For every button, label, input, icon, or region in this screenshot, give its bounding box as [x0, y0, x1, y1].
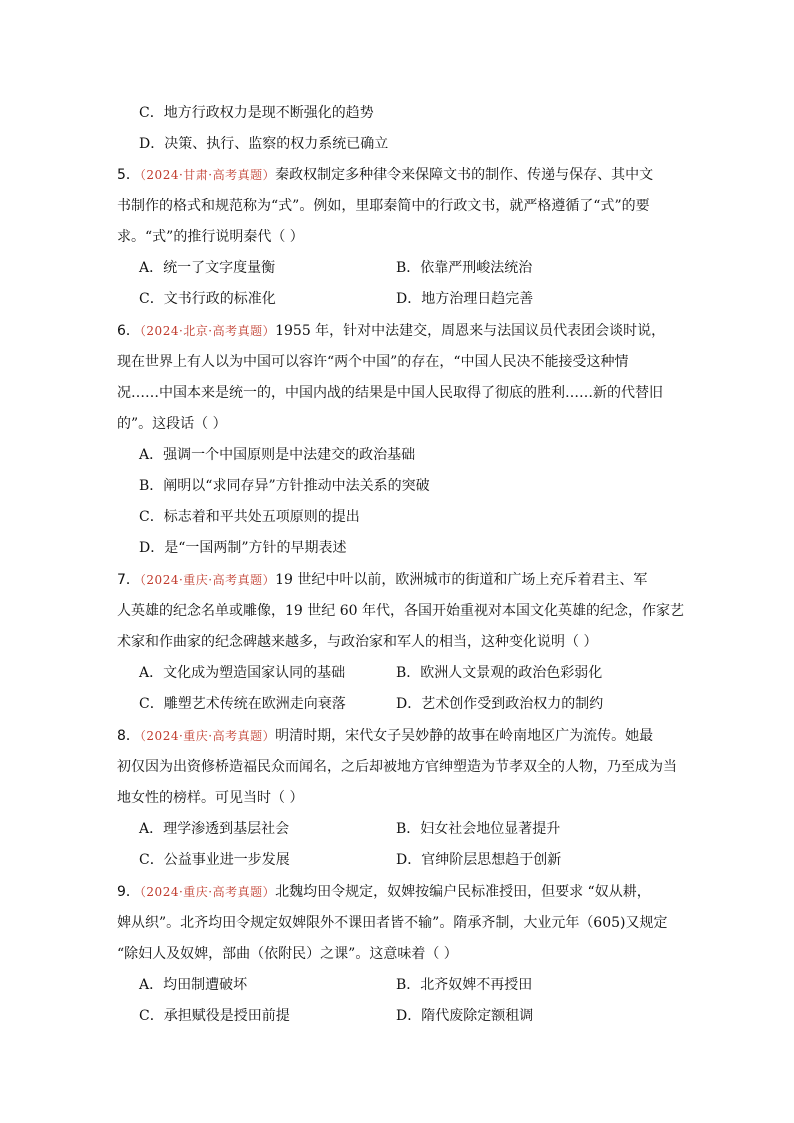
question-text: 初仅因为出资修桥造福民众而闻名，之后却被地方官绅塑造为节孝双全的人物，乃至成为当 [117, 759, 677, 775]
question-text: 北魏均田令规定，奴婢按编户民标准授田，但要求 “奴从耕， [275, 884, 651, 900]
option-d: D．地方治理日趋完善 [396, 291, 534, 307]
question-text: 术家和作曲家的纪念碑越来越多，与政治家和军人的相当，这种变化说明（ ） [117, 634, 598, 650]
question-text: 1955 年，针对中法建交，周恩来与法国议员代表团会谈时说， [275, 323, 666, 339]
question-6 [117, 323, 665, 339]
option-a: A．文化成为塑造国家认同的基础 [139, 665, 346, 681]
question-number: 7． [117, 572, 140, 588]
option-d: D．是“一国两制”方针的早期表述 [139, 540, 347, 556]
option-a: A．统一了文字度量衡 [139, 260, 276, 276]
question-text: 人英雄的纪念名单或雕像，19 世纪 60 年代，各国开始重视对本国文化英雄的纪念，作家艺 [117, 603, 684, 619]
question-number: 8． [117, 728, 140, 744]
option-c: C．承担赋役是授田前提 [139, 1008, 290, 1024]
option-c: C．公益事业进一步发展 [139, 852, 290, 868]
question-5 [117, 167, 653, 183]
question-text: 婢从织”。北齐均田令规定奴婢限外不课田者皆不输”。隋承齐制，大业元年（605)又规定 [117, 915, 668, 931]
option-b: B．阐明以“求同存异”方针推动中法关系的突破 [139, 478, 430, 494]
question-text: 明清时期，宋代女子吴妙静的故事在岭南地区广为流传。她最 [275, 728, 654, 744]
question-text: 19 世纪中叶以前，欧洲城市的街道和广场上充斥着君主、军 [275, 572, 648, 588]
option-a: A．均田制遭破坏 [139, 977, 248, 993]
question-text: 的”。这段话（ ） [117, 416, 227, 432]
question-source: （2024·北京·高考真题） [139, 324, 276, 338]
question-text: 求。“式”的推行说明秦代（ ） [117, 229, 304, 245]
option-d: D．决策、执行、监察的权力系统已确立 [139, 136, 389, 152]
option-d: D．隋代废除定额租调 [396, 1008, 534, 1024]
option-b: B．北齐奴婢不再授田 [396, 977, 533, 993]
question-source: （2024·重庆·高考真题） [139, 729, 276, 743]
option-b: B．依靠严刑峻法统治 [396, 260, 533, 276]
question-source: （2024·重庆·高考真题） [139, 573, 276, 587]
question-text: 地女性的榜样。可见当时（ ） [117, 790, 304, 806]
option-c: C．地方行政权力是现不断强化的趋势 [139, 105, 374, 121]
question-text: 现在世界上有人以为中国可以容许“两个中国”的存在，“中国人民决不能接受这种情 [117, 354, 629, 370]
option-d: D．艺术创作受到政治权力的制约 [396, 696, 604, 712]
question-source: （2024·甘肃·高考真题） [139, 168, 276, 182]
option-c: C．标志着和平共处五项原则的提出 [139, 509, 360, 525]
question-text: 书制作的格式和规范称为“式”。例如，里耶秦简中的行政文书，就严格遵循了“式”的要 [117, 198, 650, 214]
option-b: B．妇女社会地位显著提升 [396, 821, 561, 837]
question-9 [117, 884, 651, 900]
option-a: A．强调一个中国原则是中法建交的政治基础 [139, 447, 416, 463]
option-c: C．文书行政的标准化 [139, 291, 276, 307]
question-8 [117, 728, 653, 744]
question-text: 秦政权制定多种律令来保障文书的制作、传递与保存、其中文 [275, 167, 654, 183]
question-number: 6． [117, 323, 140, 339]
option-c: C．雕塑艺术传统在欧洲走向衰落 [139, 696, 346, 712]
question-7 [117, 572, 647, 588]
question-text: 况……中国本来是统一的，中国内战的结果是中国人民取得了彻底的胜利……新的代替旧 [117, 385, 663, 401]
question-number: 9． [117, 884, 140, 900]
question-text: “除妇人及奴婢，部曲（依附民）之课”。这意味着（ ） [117, 946, 458, 962]
question-number: 5． [117, 167, 140, 183]
option-b: B．欧洲人文景观的政治色彩弱化 [396, 665, 603, 681]
option-d: D．官绅阶层思想趋于创新 [396, 852, 562, 868]
option-a: A．理学渗透到基层社会 [139, 821, 290, 837]
question-source: （2024·重庆·高考真题） [139, 885, 276, 899]
